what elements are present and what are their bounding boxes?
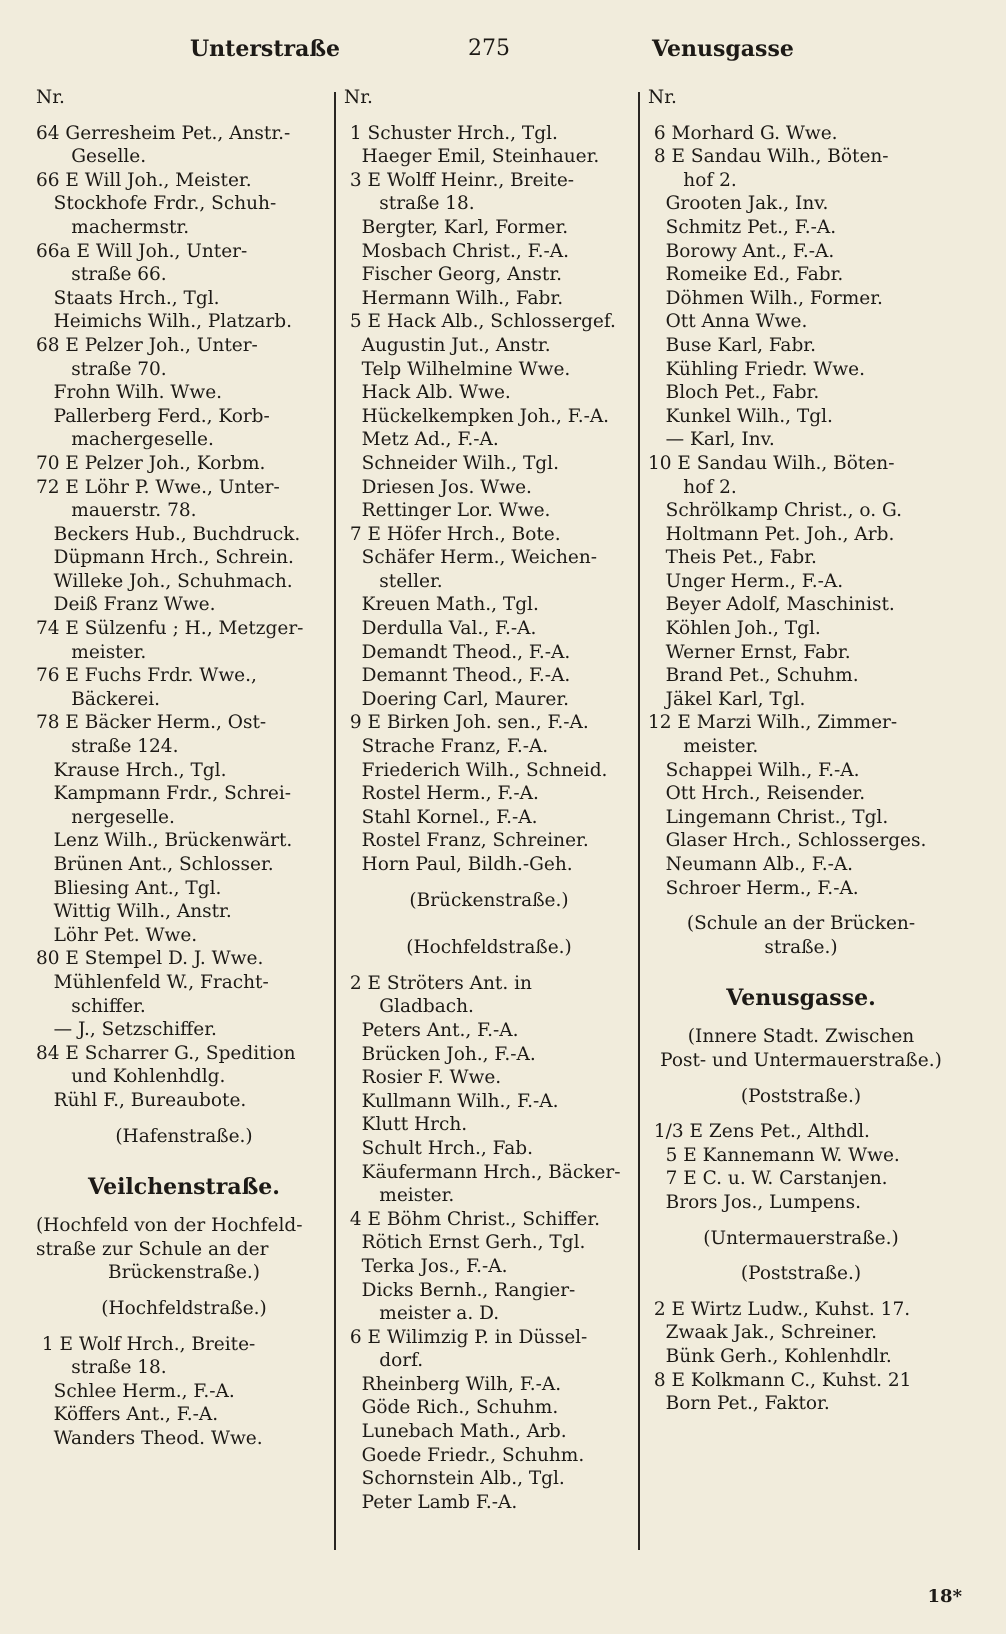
entry-line: Döhmen Wilh., Former. <box>648 287 883 309</box>
column-middle <box>344 86 634 1514</box>
entry-line <box>36 1285 332 1297</box>
entry-line: Krause Hrch., Tgl. <box>36 759 227 781</box>
entry-line: Jäkel Karl, Tgl. <box>648 688 806 710</box>
entry-line: Schlee Herm., F.-A. <box>36 1380 235 1402</box>
entry-line <box>648 1013 954 1025</box>
street-reference: (Schule an der Brücken- <box>686 913 916 935</box>
entry-line: Bünk Gerh., Kohlenhdlr. <box>648 1345 892 1367</box>
entry-line: 1 Schuster Hrch., Tgl. <box>344 122 558 144</box>
entry-line: 80 E Stempel D. J. Wwe. <box>36 948 264 970</box>
street-reference: (Innere Stadt. Zwischen <box>687 1026 915 1048</box>
entry-line: Demandt Theod., F.-A. <box>344 641 571 663</box>
entry-line: Bäckerei. <box>36 688 161 710</box>
entry-line: — Karl, Inv. <box>648 429 775 451</box>
street-heading: Veilchenstraße. <box>88 1174 280 1201</box>
entry-line: hof 2. <box>648 476 737 498</box>
entry-line: Nr. <box>648 87 677 108</box>
entry-line: Romeike Ed., Fabr. <box>648 264 844 286</box>
street-reference: (Poststraße.) <box>740 1263 862 1285</box>
entry-line: 70 E Pelzer Joh., Korbm. <box>36 452 266 474</box>
entry-line: Kreuen Math., Tgl. <box>344 594 539 616</box>
entry-line <box>344 960 634 972</box>
entry-line: Klutt Hrch. <box>344 1114 468 1136</box>
entry-line: Löhr Pet. Wwe. <box>36 924 198 946</box>
entry-line <box>344 110 634 122</box>
entry-line <box>36 1321 332 1333</box>
entry-line: Stahl Kornel., F.-A. <box>344 806 538 828</box>
entry-line <box>344 924 634 936</box>
entry-line: 84 E Scharrer G., Spedition <box>36 1042 296 1064</box>
entry-line: Glaser Hrch., Schlosserges. <box>648 830 927 852</box>
street-reference: Post- und Untermauerstraße.) <box>660 1049 942 1071</box>
entry-line: Gladbach. <box>344 996 474 1018</box>
entry-line: 2 E Wirtz Ludw., Kuhst. 17. <box>648 1298 911 1320</box>
entry-line: Bergter, Karl, Former. <box>344 216 569 238</box>
street-reference: (Hochfeldstraße.) <box>101 1297 267 1319</box>
entry-line: Hückelkempken Joh., F.-A. <box>344 405 610 427</box>
entry-line: Kunkel Wilh., Tgl. <box>648 405 833 427</box>
street-reference: (Hafenstraße.) <box>115 1125 253 1147</box>
entry-line: Pallerberg Ferd., Korb- <box>36 405 270 427</box>
entry-line: Unger Herm., F.-A. <box>648 570 844 592</box>
entry-line <box>648 1215 954 1227</box>
street-reference: (Untermauerstraße.) <box>703 1227 899 1249</box>
entry-line: 5 E Hack Alb., Schlossergef. <box>344 311 616 333</box>
printer-signature: 18* <box>927 1586 962 1607</box>
entry-line: Rostel Herm., F.-A. <box>344 783 539 805</box>
entry-line <box>648 900 954 912</box>
entry-line: straße 124. <box>36 736 179 758</box>
entry-line: Hermann Wilh., Fabr. <box>344 287 564 309</box>
entry-line: Werner Ernst, Fabr. <box>648 641 851 663</box>
entry-line: 4 E Böhm Christ., Schiffer. <box>344 1208 601 1230</box>
entry-line: Staats Hrch., Tgl. <box>36 287 220 309</box>
entry-line: 7 E Höfer Hrch., Bote. <box>344 523 561 545</box>
entry-line: Schäfer Herm., Weichen- <box>344 547 598 569</box>
entry-line <box>36 1202 332 1214</box>
entry-line <box>36 110 332 122</box>
entry-line: straße 70. <box>36 358 167 380</box>
entry-line: Stockhofe Frdr., Schuh- <box>36 193 277 215</box>
entry-line: Brücken Joh., F.-A. <box>344 1043 536 1065</box>
entry-line: dorf. <box>344 1350 424 1372</box>
entry-line: Kampmann Frdr., Schrei- <box>36 783 292 805</box>
entry-line <box>344 912 634 924</box>
entry-line: Rheinberg Wilh, F.-A. <box>344 1373 562 1395</box>
entry-line: Driesen Jos. Wwe. <box>344 476 532 498</box>
entry-line: Rosier F. Wwe. <box>344 1067 502 1089</box>
entry-line: hof 2. <box>648 169 737 191</box>
entry-line: Rettinger Lor. Wwe. <box>344 500 551 522</box>
entry-line: 3 E Wolff Heinr., Breite- <box>344 169 575 191</box>
entry-line: Schneider Wilh., Tgl. <box>344 452 559 474</box>
entry-line: 68 E Pelzer Joh., Unter- <box>36 334 258 356</box>
entry-line: 8 E Kolkmann C., Kuhst. 21 <box>648 1369 912 1391</box>
entry-line: Frohn Wilh. Wwe. <box>36 382 223 404</box>
column-divider <box>638 92 640 1550</box>
entry-line: Peter Lamb F.-A. <box>344 1491 518 1513</box>
column-divider <box>334 92 336 1550</box>
entry-line: 76 E Fuchs Frdr. Wwe., <box>36 665 257 687</box>
entry-line: Metz Ad., F.-A. <box>344 429 499 451</box>
entry-line: Deiß Franz Wwe. <box>36 594 216 616</box>
entry-line: Goede Friedr., Schuhm. <box>344 1444 585 1466</box>
entry-line: — J., Setzschiffer. <box>36 1019 217 1041</box>
entry-line: 66a E Will Joh., Unter- <box>36 240 248 262</box>
entry-line: Schroer Herm., F.-A. <box>648 877 859 899</box>
entry-line: 6 Morhard G. Wwe. <box>648 122 838 144</box>
entry-line: 1 E Wolf Hrch., Breite- <box>36 1333 256 1355</box>
entry-line: Wanders Theod. Wwe. <box>36 1427 263 1449</box>
entry-line: straße 66. <box>36 264 167 286</box>
entry-line <box>648 1108 954 1120</box>
entry-line: Brand Pet., Schuhm. <box>648 665 859 687</box>
entry-line: Borowy Ant., F.-A. <box>648 240 835 262</box>
entry-line: 6 E Wilimzig P. in Düssel- <box>344 1326 588 1348</box>
entry-line: meister. <box>36 641 147 663</box>
entry-line: 72 E Löhr P. Wwe., Unter- <box>36 476 280 498</box>
entry-line: Augustin Jut., Anstr. <box>344 334 551 356</box>
entry-line: 10 E Sandau Wilh., Böten- <box>648 452 895 474</box>
entry-line: Ott Hrch., Reisender. <box>648 783 866 805</box>
entry-line <box>36 1160 332 1172</box>
entry-line: Schrölkamp Christ., o. G. <box>648 500 902 522</box>
entry-line <box>648 959 954 971</box>
entry-line: Kühling Friedr. Wwe. <box>648 358 865 380</box>
entry-line: 2 E Ströters Ant. in <box>344 972 532 994</box>
street-reference: straße.) <box>764 936 838 958</box>
entry-line: Nr. <box>344 87 373 108</box>
entry-line: Wittig Wilh., Anstr. <box>36 901 232 923</box>
entry-line: Grooten Jak., Inv. <box>648 193 829 215</box>
street-reference: (Poststraße.) <box>740 1085 862 1107</box>
entry-line <box>344 877 634 889</box>
entry-line <box>648 971 954 983</box>
entry-line: Peters Ant., F.-A. <box>344 1019 519 1041</box>
entry-line: Dicks Bernh., Rangier- <box>344 1279 576 1301</box>
entry-line: Fischer Georg, Anstr. <box>344 264 563 286</box>
entry-line: schiffer. <box>36 995 146 1017</box>
entry-line: Zwaak Jak., Schreiner. <box>648 1322 877 1344</box>
entry-line: machergeselle. <box>36 429 214 451</box>
entry-line: straße 18. <box>344 193 475 215</box>
entry-line: Neumann Alb., F.-A. <box>648 854 854 875</box>
entry-line: 1/3 E Zens Pet., Althdl. <box>648 1121 870 1143</box>
entry-line: straße 18. <box>36 1357 167 1379</box>
entry-line: meister. <box>648 736 759 758</box>
entry-line: Bloch Pet., Fabr. <box>648 382 820 404</box>
entry-line <box>648 1286 954 1298</box>
entry-line: 9 E Birken Joh. sen., F.-A. <box>344 712 589 734</box>
entry-line: (Hochfeld von der Hochfeld- <box>36 1215 303 1237</box>
street-reference: (Hochfeldstraße.) <box>406 937 572 959</box>
entry-line: Lunebach Math., Arb. <box>344 1421 567 1443</box>
entry-line: Doering Carl, Maurer. <box>344 688 570 710</box>
street-reference: Brückenstraße.) <box>108 1262 260 1284</box>
entry-line: meister. <box>344 1185 455 1207</box>
entry-line: Friederich Wilh., Schneid. <box>344 759 608 781</box>
entry-line <box>36 1148 332 1160</box>
entry-line: Beyer Adolf, Maschinist. <box>648 594 895 616</box>
running-head-left: Unterstraße <box>190 36 341 62</box>
column-right <box>648 86 954 1416</box>
entry-line: Rühl F., Bureaubote. <box>36 1089 247 1111</box>
entry-line: Nr. <box>36 87 65 108</box>
entry-line: Rötich Ernst Gerh., Tgl. <box>344 1232 586 1254</box>
page-number: 275 <box>468 36 510 61</box>
entry-line: Terka Jos., F.-A. <box>344 1255 508 1277</box>
entry-line: 64 Gerresheim Pet., Anstr.- <box>36 122 291 144</box>
entry-line: Geselle. <box>36 146 147 168</box>
entry-line: Käufermann Hrch., Bäcker- <box>344 1161 621 1183</box>
running-head-right: Venusgasse <box>652 36 794 62</box>
street-heading: Venusgasse. <box>726 985 876 1012</box>
entry-line: Köhlen Joh., Tgl. <box>648 618 821 640</box>
entry-line: Horn Paul, Bildh.-Geh. <box>344 854 573 875</box>
entry-line: Willeke Joh., Schuhmach. <box>36 570 293 592</box>
entry-line <box>648 1073 954 1085</box>
entry-line: Brünen Ant., Schlosser. <box>36 854 274 875</box>
entry-line: Buse Karl, Fabr. <box>648 334 816 356</box>
entry-line: Born Pet., Faktor. <box>648 1393 830 1415</box>
entry-line: Beckers Hub., Buchdruck. <box>36 523 301 545</box>
entry-line: und Kohlenhdlg. <box>36 1066 226 1088</box>
entry-line: Lenz Wilh., Brückenwärt. <box>36 830 293 852</box>
entry-line: Kullmann Wilh., F.-A. <box>344 1090 559 1112</box>
entry-line: meister a. D. <box>344 1303 500 1325</box>
entry-line: Ott Anna Wwe. <box>648 311 808 333</box>
entry-line: Düpmann Hrch., Schrein. <box>36 547 294 569</box>
entry-line: machermstr. <box>36 216 190 238</box>
entry-line <box>648 110 954 122</box>
entry-line: nergeselle. <box>36 806 175 828</box>
entry-line: Schult Hrch., Fab. <box>344 1137 533 1159</box>
entry-line: Schornstein Alb., Tgl. <box>344 1468 565 1490</box>
entry-line: 66 E Will Joh., Meister. <box>36 169 252 191</box>
street-reference: (Brückenstraße.) <box>409 889 569 911</box>
entry-line: 5 E Kannemann W. Wwe. <box>648 1144 900 1166</box>
entry-line: Schappei Wilh., F.-A. <box>648 759 860 781</box>
entry-line: 12 E Marzi Wilh., Zimmer- <box>648 712 898 734</box>
entry-line <box>648 1250 954 1262</box>
entry-line: Telp Wilhelmine Wwe. <box>344 358 571 380</box>
entry-line <box>36 1113 332 1125</box>
entry-line: 74 E Sülzenfu ; H., Metzger- <box>36 618 304 640</box>
entry-line: Mosbach Christ., F.-A. <box>344 240 569 262</box>
entry-line: 7 E C. u. W. Carstanjen. <box>648 1168 888 1190</box>
entry-line: Bliesing Ant., Tgl. <box>36 877 222 899</box>
entry-line: steller. <box>344 570 443 592</box>
entry-line: Demannt Theod., F.-A. <box>344 665 571 687</box>
entry-line: Rostel Franz, Schreiner. <box>344 830 589 852</box>
entry-line: Theis Pet., Fabr. <box>648 547 817 569</box>
entry-line: Brors Jos., Lumpens. <box>648 1191 861 1213</box>
entry-line: mauerstr. 78. <box>36 500 197 522</box>
entry-line: Strache Franz, F.-A. <box>344 736 549 758</box>
entry-line: straße zur Schule an der <box>36 1238 269 1260</box>
entry-line: Mühlenfeld W., Fracht- <box>36 971 269 993</box>
entry-line: Hack Alb. Wwe. <box>344 382 511 404</box>
entry-line: Haeger Emil, Steinhauer. <box>344 146 600 168</box>
entry-line: Köffers Ant., F.-A. <box>36 1404 219 1426</box>
entry-line: 78 E Bäcker Herm., Ost- <box>36 712 267 734</box>
column-left <box>36 86 332 1450</box>
entry-line: Schmitz Pet., F.-A. <box>648 216 837 238</box>
entry-line: Göde Rich., Schuhm. <box>344 1397 559 1419</box>
entry-line: Holtmann Pet. Joh., Arb. <box>648 523 895 545</box>
entry-line: Lingemann Christ., Tgl. <box>648 806 889 828</box>
entry-line: Derdulla Val., F.-A. <box>344 618 537 640</box>
entry-line: Heimichs Wilh., Platzarb. <box>36 311 293 333</box>
entry-line: 8 E Sandau Wilh., Böten- <box>648 146 889 168</box>
